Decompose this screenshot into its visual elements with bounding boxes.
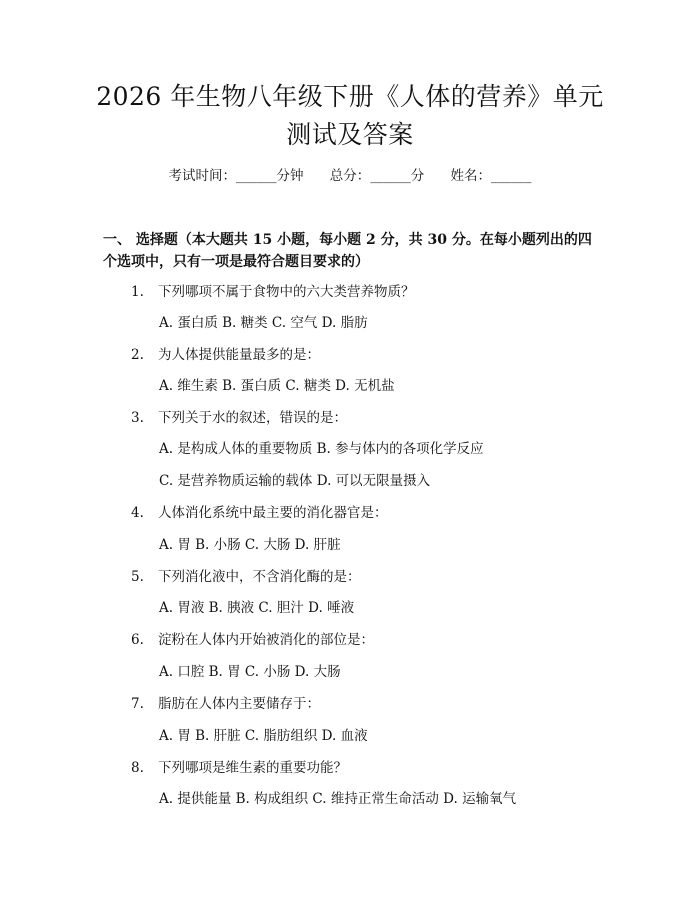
question-4 <box>131 503 611 523</box>
question-number: 3. <box>131 410 144 426</box>
question-text: 下列关于水的叙述，错误的是： <box>158 410 347 426</box>
question-text: 脂肪在人体内主要储存于： <box>158 696 320 712</box>
question-2-options: A. 维生素 B. 蛋白质 C. 糖类 D. 无机盐 <box>159 378 395 394</box>
question-5-options: A. 胃液 B. 胰液 C. 胆汁 D. 唾液 <box>159 600 355 616</box>
question-number: 8. <box>131 760 144 776</box>
question-8-options: A. 提供能量 B. 构成组织 C. 维持正常生命活动 D. 运输氧气 <box>159 791 517 807</box>
section-heading: 一、 选择题（本大题共 15 小题，每小题 2 分，共 30 分。在每小题列出的四个选项中，只有一项是最符合题目要求的） <box>103 232 592 270</box>
question-number: 2. <box>131 347 144 363</box>
question-text: 淀粉在人体内开始被消化的部位是： <box>158 632 374 648</box>
student-name-field: 姓名：______ <box>450 168 532 184</box>
question-1 <box>131 282 611 302</box>
question-4-options: A. 胃 B. 小肠 C. 大肠 D. 肝脏 <box>159 537 341 553</box>
question-text: 为人体提供能量最多的是： <box>158 347 320 363</box>
question-3-options-line-2: C. 是营养物质运输的载体 D. 可以无限量摄入 <box>159 473 431 489</box>
question-2 <box>131 345 611 365</box>
question-number: 7. <box>131 696 144 712</box>
question-7-options: A. 胃 B. 肝脏 C. 脂肪组织 D. 血液 <box>159 728 368 744</box>
question-5 <box>131 567 611 587</box>
question-1-options: A. 蛋白质 B. 糖类 C. 空气 D. 脂肪 <box>159 315 368 331</box>
question-6-options: A. 口腔 B. 胃 C. 小肠 D. 大肠 <box>159 664 341 680</box>
question-3-options-line-1: A. 是构成人体的重要物质 B. 参与体内的各项化学反应 <box>159 441 484 457</box>
question-7 <box>131 694 611 714</box>
question-text: 下列消化液中，不含消化酶的是： <box>158 569 361 585</box>
exam-time-field: 考试时间：______分钟 <box>168 168 304 184</box>
question-text: 下列哪项不属于食物中的六大类营养物质？ <box>158 284 415 300</box>
title-line-2: 测试及答案 <box>286 120 414 149</box>
question-number: 5. <box>131 569 144 585</box>
total-score-field: 总分：______分 <box>329 168 425 184</box>
question-6 <box>131 630 611 650</box>
question-number: 6. <box>131 632 144 648</box>
question-number: 4. <box>131 505 144 521</box>
title-line-1: 2026 年生物八年级下册《人体的营养》单元 <box>96 82 604 111</box>
exam-info <box>0 166 700 186</box>
question-text: 人体消化系统中最主要的消化器官是： <box>158 505 388 521</box>
question-number: 1. <box>131 284 144 300</box>
document-title <box>60 78 640 154</box>
question-8 <box>131 758 611 778</box>
question-text: 下列哪项是维生素的重要功能？ <box>158 760 347 776</box>
question-3 <box>131 408 611 428</box>
